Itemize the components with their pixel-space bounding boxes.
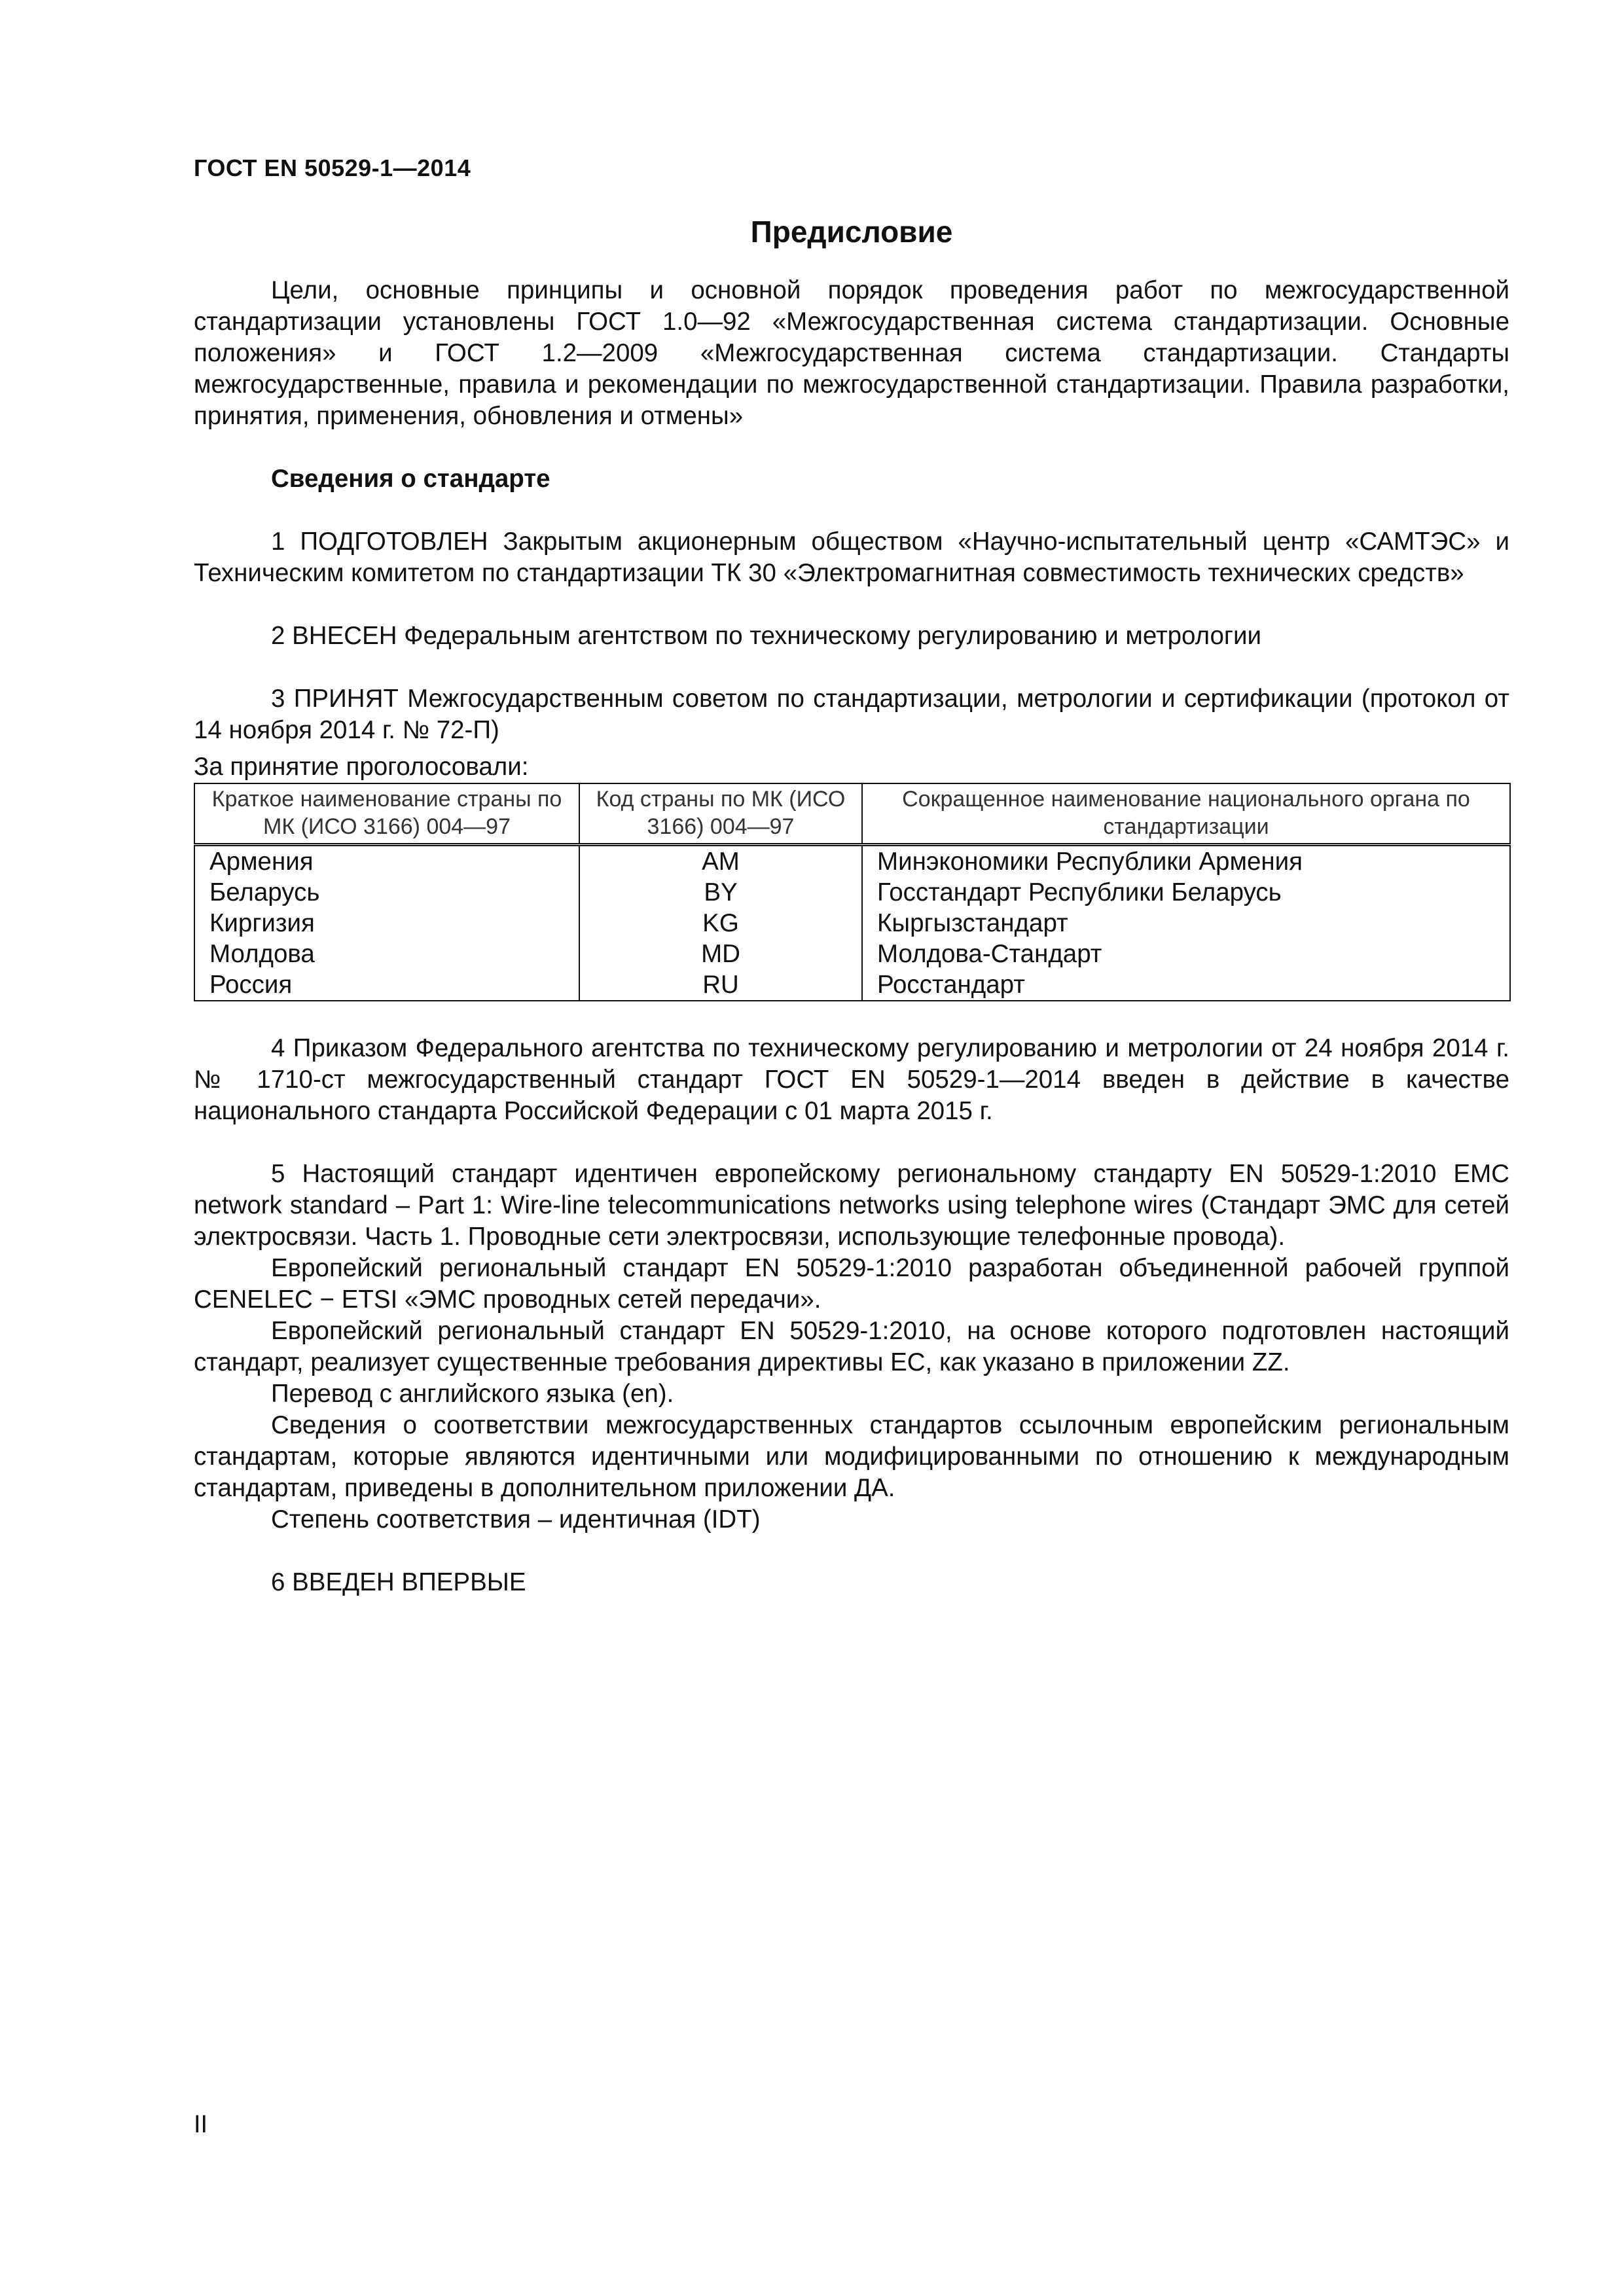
table-row bbox=[194, 845, 1510, 878]
item-3-paragraph: 3 ПРИНЯТ Межгосударственным советом по стандартизации, метрологии и сертификации (протокол от 14 ноября 2014 г. № 72-П) bbox=[194, 685, 1509, 744]
code-cell: AM bbox=[579, 845, 862, 878]
item-4-paragraph: 4 Приказом Федерального агентства по техническому регулированию и метрологии от 24 ноября 2014 г. № 1710-ст межгосударственный стандарт ГОСТ EN 50529-1—2014 введен в действие в качестве национального стандарта Российской Федерации с 01 марта 2015 г. bbox=[194, 1034, 1509, 1125]
item-5-conformity-paragraph: Степень соответствия – идентичная (IDT) bbox=[271, 1505, 761, 1534]
item-5-paragraph: 5 Настоящий стандарт идентичен европейскому региональному стандарту EN 50529-1:2010 EMC network standard – Part 1: Wire-line telecommunications networks using telephone wires (Стандарт ЭМС для сетей электросвязи. Часть 1. Проводные сети электросвязи, использующие телефонные провода). bbox=[194, 1160, 1509, 1251]
voting-table-header-row bbox=[194, 783, 1510, 845]
country-cell: Молдова bbox=[194, 939, 579, 969]
code-cell: BY bbox=[579, 877, 862, 908]
column-header-code: Код страны по МК (ИСО 3166) 004—97 bbox=[579, 783, 862, 845]
body-cell: Минэкономики Республики Армения bbox=[862, 845, 1510, 878]
country-cell: Беларусь bbox=[194, 877, 579, 908]
page-title: Предисловие bbox=[750, 215, 953, 249]
item-5-directive-paragraph: Европейский региональный стандарт EN 50529-1:2010, на основе которого подготовлен настоящий стандарт, реализует существенные требования директивы ЕС, как указано в приложении ZZ. bbox=[194, 1317, 1509, 1376]
table-row bbox=[194, 877, 1510, 908]
table-row bbox=[194, 969, 1510, 1001]
table-row bbox=[194, 939, 1510, 969]
country-cell: Киргизия bbox=[194, 908, 579, 939]
table-row bbox=[194, 908, 1510, 939]
code-cell: MD bbox=[579, 939, 862, 969]
intro-paragraph: Цели, основные принципы и основной порядок проведения работ по межгосударственной стандартизации установлены ГОСТ 1.0—92 «Межгосударственная система стандартизации. Основные положения» и ГОСТ 1.2—2009 «Межгосударственная система стандартизации. Стандарты межгосударственные, правила и рекомендации по межгосударственной стандартизации. Правила разработки, принятия, применения, обновления и отмены» bbox=[194, 276, 1509, 430]
item-5-translation-paragraph: Перевод с английского языка (en). bbox=[271, 1380, 674, 1408]
body-cell: Росстандарт bbox=[862, 969, 1510, 1001]
voting-table bbox=[194, 783, 1511, 1001]
body-cell: Молдова-Стандарт bbox=[862, 939, 1510, 969]
foreword-content bbox=[194, 216, 1509, 1598]
column-header-body: Сокращенное наименование национального органа по стандартизации bbox=[862, 783, 1510, 845]
body-cell: Госстандарт Республики Беларусь bbox=[862, 877, 1510, 908]
item-5-references-paragraph: Сведения о соответствии межгосударственных стандартов ссылочным европейским региональным стандартам, которые являются идентичными или модифицированными по отношению к международным стандартам, приведены в дополнительном приложении ДА. bbox=[194, 1411, 1509, 1502]
country-cell: Армения bbox=[194, 845, 579, 878]
body-cell: Кыргызстандарт bbox=[862, 908, 1510, 939]
item-2-paragraph: 2 ВНЕСЕН Федеральным агентством по техническому регулированию и метрологии bbox=[271, 622, 1261, 650]
code-cell: RU bbox=[579, 969, 862, 1001]
page-number: II bbox=[194, 2111, 208, 2138]
standard-info-heading: Сведения о стандарте bbox=[271, 465, 550, 493]
item-5-cenelec-paragraph: Европейский региональный стандарт EN 50529-1:2010 разработан объединенной рабочей группой CENELEC − ETSI «ЭМС проводных сетей передачи». bbox=[194, 1254, 1509, 1314]
country-cell: Россия bbox=[194, 969, 579, 1001]
code-cell: KG bbox=[579, 908, 862, 939]
document-code-header: ГОСТ EN 50529-1—2014 bbox=[194, 154, 471, 181]
item-6-paragraph: 6 ВВЕДЕН ВПЕРВЫЕ bbox=[271, 1568, 526, 1596]
voting-caption: За принятие проголосовали: bbox=[194, 753, 529, 781]
item-1-paragraph: 1 ПОДГОТОВЛЕН Закрытым акционерным обществом «Научно-испытательный центр «САМТЭС» и Техническим комитетом по стандартизации ТК 30 «Электромагнитная совместимость технических средств» bbox=[194, 528, 1509, 587]
column-header-country: Краткое наименование страны по МК (ИСО 3166) 004—97 bbox=[194, 783, 579, 845]
